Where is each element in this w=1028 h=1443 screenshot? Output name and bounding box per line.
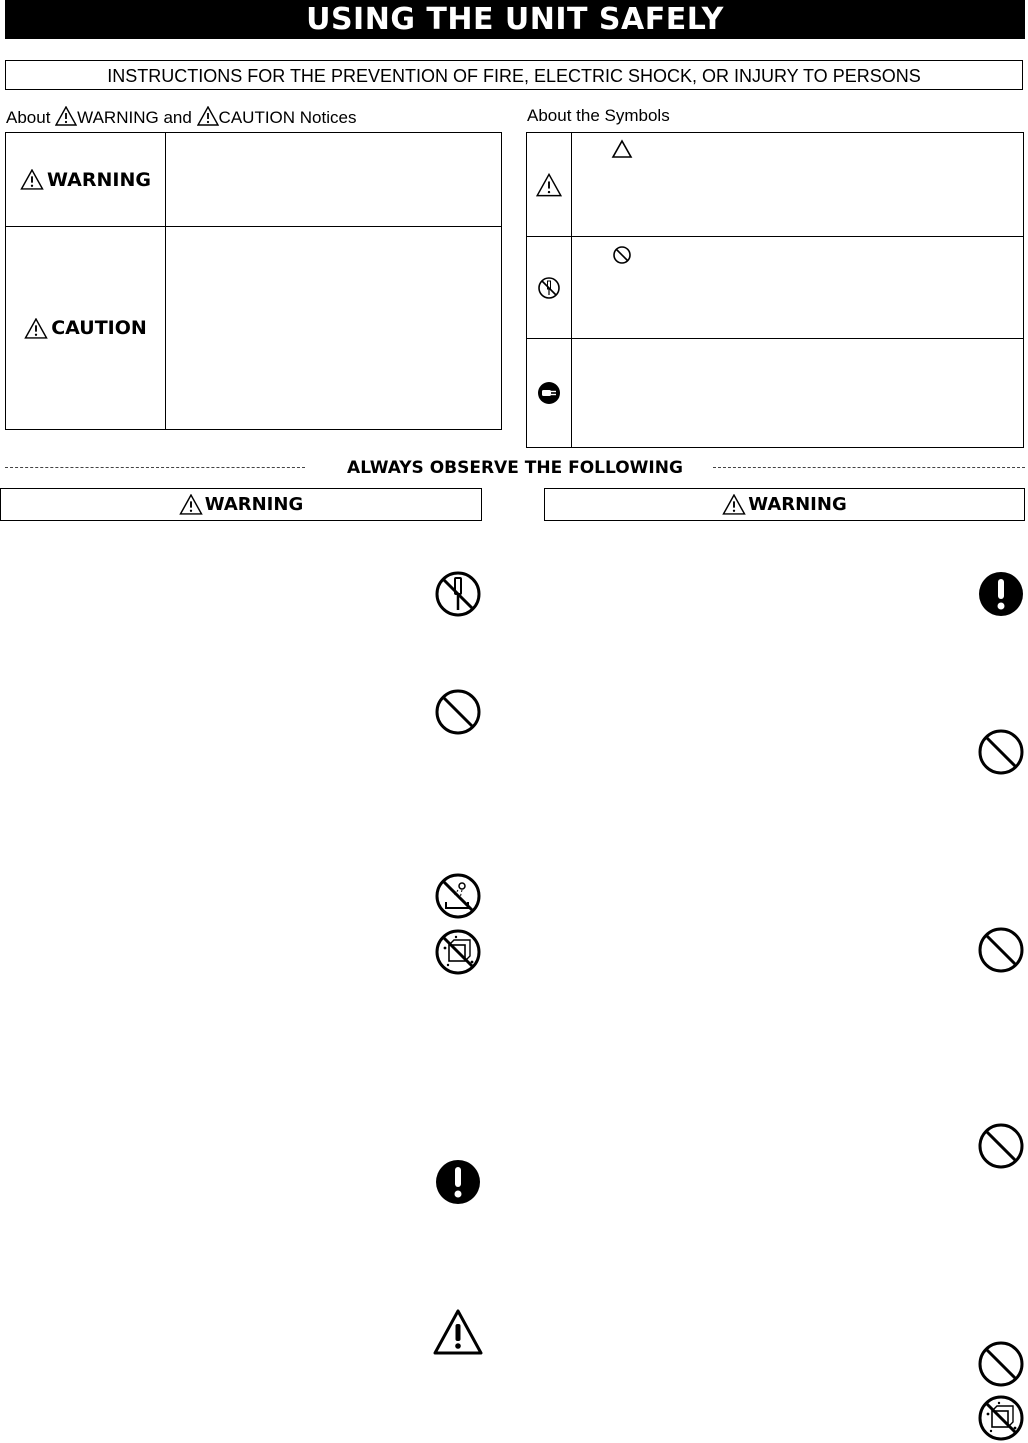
prohibited-icon	[977, 728, 1025, 776]
notice-label-warning	[6, 133, 166, 226]
notice-label-warning-text: WARNING	[47, 168, 151, 191]
left-warning-header-text: WARNING	[204, 494, 304, 515]
symbol-row-unplug	[527, 339, 1023, 447]
symbol-cell-unplug	[527, 339, 572, 447]
right-warning-header-text: WARNING	[748, 494, 847, 515]
alert-triangle-icon	[536, 173, 562, 197]
alert-triangle-icon	[24, 318, 48, 339]
notice-label-caution-text: CAUTION	[51, 317, 147, 339]
alert-triangle-icon	[179, 494, 203, 515]
triangle-outline-icon	[611, 139, 633, 159]
symbol-row-alert	[527, 133, 1023, 237]
symbols-table	[526, 132, 1024, 448]
notice-label-caution	[6, 227, 166, 429]
prohibited-icon	[612, 245, 632, 265]
symbol-row-prohibited	[527, 237, 1023, 339]
symbols-heading: About the Symbols	[527, 106, 670, 125]
notices-heading-and: and	[163, 108, 192, 127]
no-disassemble-icon	[537, 276, 561, 300]
alert-triangle-icon	[55, 106, 77, 126]
symbol-cell-prohibited	[527, 237, 572, 338]
notices-heading-notices: Notices	[299, 108, 357, 127]
page-title: USING THE UNIT SAFELY	[5, 0, 1025, 39]
prohibited-icon	[977, 926, 1025, 974]
notices-heading	[6, 106, 356, 128]
page-subtitle: INSTRUCTIONS FOR THE PREVENTION OF FIRE, ELECTRIC SHOCK, OR INJURY TO PERSONS	[5, 60, 1023, 90]
prohibited-icon	[977, 1340, 1025, 1388]
notices-heading-about: About	[6, 108, 51, 127]
alert-triangle-icon	[722, 494, 746, 515]
right-warning-header	[544, 488, 1025, 521]
notice-row-caution	[6, 227, 501, 429]
notices-table	[5, 132, 502, 430]
notice-row-warning	[6, 133, 501, 227]
prohibited-icon	[434, 688, 482, 736]
alert-triangle-icon	[197, 106, 219, 126]
unplug-icon	[537, 381, 561, 405]
symbol-cell-alert	[527, 133, 572, 236]
alert-triangle-icon	[20, 169, 44, 190]
notices-heading-caution: CAUTION	[218, 108, 296, 127]
notices-heading-warning: WARNING	[77, 108, 159, 127]
observe-label: ALWAYS OBSERVE THE FOLLOWING	[337, 458, 693, 478]
prohibited-icon	[977, 1122, 1025, 1170]
no-water-icon	[434, 872, 482, 920]
observe-divider	[5, 458, 1025, 478]
mandatory-icon	[977, 570, 1025, 618]
no-moisture-icon	[434, 928, 482, 976]
left-warning-header	[0, 488, 482, 521]
alert-triangle-icon	[432, 1308, 484, 1356]
mandatory-icon	[434, 1158, 482, 1206]
no-disassemble-icon	[434, 570, 482, 618]
no-moisture-icon	[977, 1394, 1025, 1442]
